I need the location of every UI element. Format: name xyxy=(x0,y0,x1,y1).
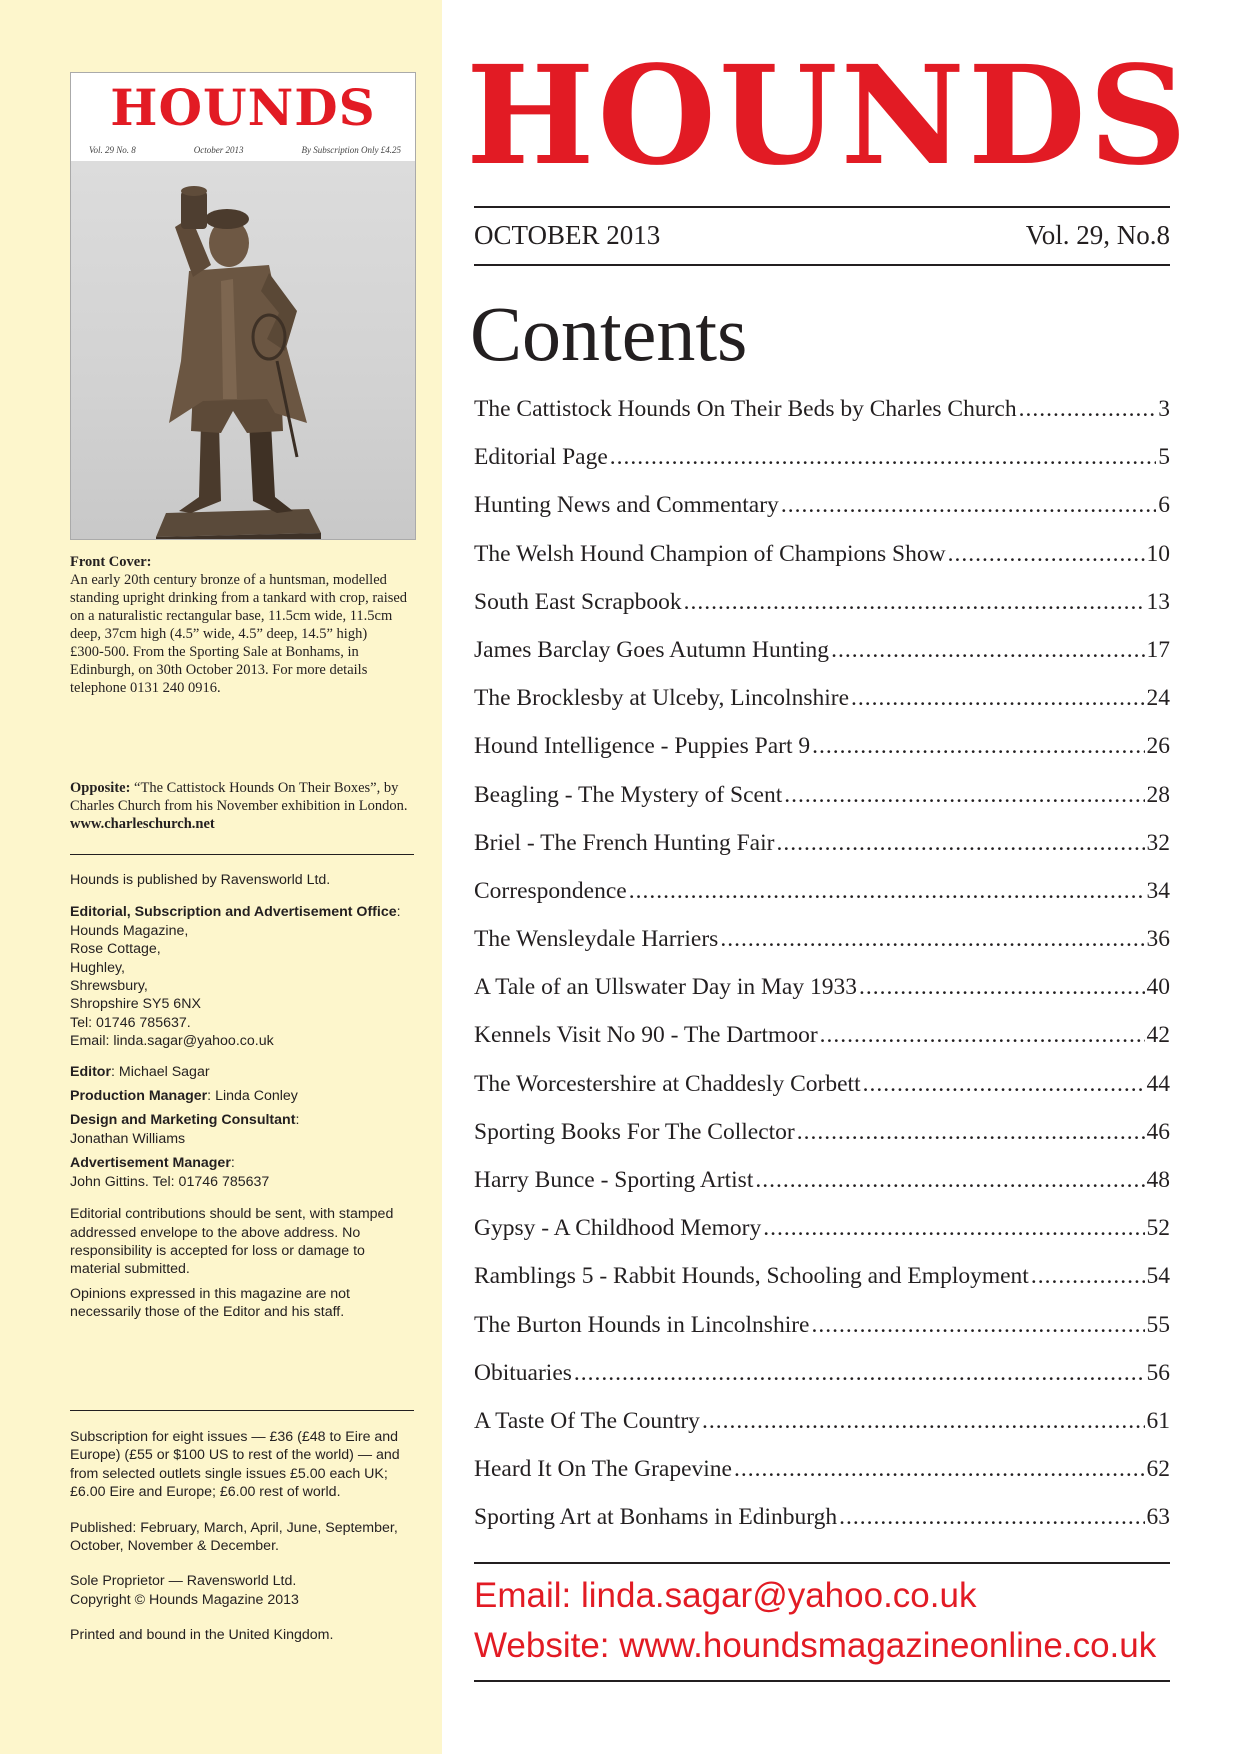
toc-item[interactable] xyxy=(474,1022,1170,1070)
masthead: HOUNDS xyxy=(466,36,1191,196)
design-name: Jonathan Williams xyxy=(70,1130,186,1147)
toc-item-title: The Wensleydale Harriers xyxy=(474,926,719,953)
toc-item-page: 3 xyxy=(1158,396,1170,422)
toc-item-page: 34 xyxy=(1146,877,1170,904)
cover-photo xyxy=(71,161,415,540)
toc-item[interactable] xyxy=(474,444,1170,492)
toc-leader-dots xyxy=(1019,396,1157,423)
toc-item[interactable] xyxy=(474,733,1170,781)
toc-item-title: Ramblings 5 - Rabbit Hounds, Schooling and Employment xyxy=(474,1263,1029,1290)
toc-item-title: The Cattistock Hounds On Their Beds by Charles Church xyxy=(474,396,1017,422)
front-cover-sale: £300-500. From the Sporting Sale at Bonhams, in Edinburgh, on 30th October 2013. For more details telephone 0131 240 0916. xyxy=(70,644,368,696)
contributions-note: Editorial contributions should be sent, with stamped addressed envelope to the above address. No responsibility is accepted for loss or damage to material submitted. xyxy=(70,1206,394,1278)
toc-item-page: 63 xyxy=(1146,1504,1170,1531)
toc-item-page: 36 xyxy=(1146,926,1170,953)
toc-item-title: Correspondence xyxy=(474,877,627,904)
toc-leader-dots xyxy=(839,1504,1144,1531)
toc-item-title: Sporting Books For The Collector xyxy=(474,1118,795,1145)
toc-leader-dots xyxy=(812,733,1144,760)
toc-item[interactable] xyxy=(474,1504,1170,1552)
toc-item[interactable] xyxy=(474,589,1170,637)
toc-item-page: 56 xyxy=(1146,1359,1170,1386)
toc-leader-dots xyxy=(702,1408,1145,1435)
toc-item-page: 55 xyxy=(1146,1311,1170,1338)
toc-item-page: 46 xyxy=(1146,1118,1170,1145)
toc-item-page: 44 xyxy=(1146,1070,1170,1097)
toc-item-page: 48 xyxy=(1146,1167,1170,1193)
toc-item-title: Sporting Art at Bonhams in Edinburgh xyxy=(474,1504,838,1531)
toc-item-page: 26 xyxy=(1146,733,1170,760)
toc-item[interactable] xyxy=(474,926,1170,974)
proprietor-note: Sole Proprietor — Ravensworld Ltd. xyxy=(70,1573,297,1590)
toc-item[interactable] xyxy=(474,878,1170,926)
toc-leader-dots xyxy=(948,541,1145,568)
office-address: Hounds Magazine, Rose Cottage, Hughley, Shrewsbury, Shropshire SY5 6NX Tel: 01746 785637. Email: linda.sagar@yahoo.co.uk xyxy=(70,922,416,1051)
contact-email[interactable]: Email: linda.sagar@yahoo.co.uk xyxy=(474,1576,977,1615)
toc-item-page: 52 xyxy=(1146,1215,1170,1242)
office-heading: Editorial, Subscription and Advertisement Office: xyxy=(70,904,401,921)
toc-item[interactable] xyxy=(474,830,1170,878)
toc-item-title: Gypsy - A Childhood Memory xyxy=(474,1215,762,1242)
subscription-block xyxy=(70,1428,416,1645)
toc-item-page: 13 xyxy=(1146,588,1170,615)
toc-item[interactable] xyxy=(474,974,1170,1022)
toc-item[interactable] xyxy=(474,1263,1170,1311)
opposite-heading: Opposite: xyxy=(70,780,131,796)
issue-date: OCTOBER 2013 xyxy=(474,220,661,250)
ads-line: Advertisement Manager: xyxy=(70,1155,235,1172)
toc-item-title: The Welsh Hound Champion of Champions Show xyxy=(474,540,946,567)
toc-leader-dots xyxy=(863,1071,1145,1098)
toc-item-page: 61 xyxy=(1146,1407,1170,1434)
opposite-text: “The Cattistock Hounds On Their Boxes”, by Charles Church from his November exhibition in London. xyxy=(70,780,408,814)
publisher-line: Hounds is published by Ravensworld Ltd. xyxy=(70,872,331,888)
toc-item[interactable] xyxy=(474,541,1170,589)
toc-item-title: James Barclay Goes Autumn Hunting xyxy=(474,636,830,663)
rule-bottom xyxy=(474,1680,1170,1682)
toc-item-page: 32 xyxy=(1146,829,1170,856)
toc-leader-dots xyxy=(574,1360,1145,1387)
rule-issue xyxy=(474,264,1170,266)
toc-item[interactable] xyxy=(474,782,1170,830)
toc-item[interactable] xyxy=(474,396,1170,444)
sidebar xyxy=(0,0,442,1754)
rule-contact xyxy=(474,1562,1170,1564)
editor-line: Editor: Michael Sagar xyxy=(70,1063,210,1080)
cover-thumbnail-meta xyxy=(89,145,401,155)
toc-item-title: Editorial Page xyxy=(474,444,608,471)
toc-item-title: South East Scrapbook xyxy=(474,588,682,615)
toc-item-title: The Burton Hounds in Lincolnshire xyxy=(474,1311,810,1338)
sidebar-divider xyxy=(70,854,414,855)
printed-note: Printed and bound in the United Kingdom. xyxy=(70,1627,334,1644)
opposite-url[interactable]: www.charleschurch.net xyxy=(70,816,215,832)
toc-item-page: 17 xyxy=(1146,636,1170,663)
toc-item-page: 24 xyxy=(1146,685,1170,712)
toc-item[interactable] xyxy=(474,685,1170,733)
cover-thumbnail xyxy=(70,72,416,540)
toc-item[interactable] xyxy=(474,1215,1170,1263)
toc-item-page: 6 xyxy=(1158,492,1170,519)
design-line: Design and Marketing Consultant: xyxy=(70,1112,300,1129)
cover-thumbnail-subscription: By Subscription Only £4.25 xyxy=(301,145,401,155)
cover-thumbnail-date: October 2013 xyxy=(193,145,244,155)
bronze-huntsman-figure xyxy=(71,161,416,540)
toc-item-title: The Brocklesby at Ulceby, Lincolnshire xyxy=(474,685,850,712)
issue-volume: Vol. 29, No.8 xyxy=(1025,220,1170,250)
toc-item-title: Beagling - The Mystery of Scent xyxy=(474,781,783,808)
ads-name: John Gittins. Tel: 01746 785637 xyxy=(70,1173,270,1190)
front-cover-heading: Front Cover: xyxy=(70,554,152,570)
toc-item-title: A Taste Of The Country xyxy=(474,1407,700,1434)
toc-item-page: 28 xyxy=(1146,781,1170,808)
toc-item-page: 42 xyxy=(1146,1022,1170,1049)
published-note: Published: February, March, April, June, September, October, November & December. xyxy=(70,1519,398,1555)
table-of-contents xyxy=(474,396,1170,1553)
toc-item-title: Harry Bunce - Sporting Artist xyxy=(474,1167,754,1193)
production-line: Production Manager: Linda Conley xyxy=(70,1088,298,1105)
toc-leader-dots xyxy=(784,782,1144,809)
toc-leader-dots xyxy=(734,1456,1145,1483)
contents-title: Contents xyxy=(470,290,748,377)
toc-item-page: 5 xyxy=(1158,444,1170,471)
toc-leader-dots xyxy=(763,1215,1144,1242)
publisher-block xyxy=(70,871,416,1322)
toc-item[interactable] xyxy=(474,1408,1170,1456)
toc-leader-dots xyxy=(797,1119,1145,1146)
toc-leader-dots xyxy=(831,637,1144,664)
opinions-note: Opinions expressed in this magazine are not necessarily those of the Editor and his staff. xyxy=(70,1285,350,1321)
toc-item-title: Briel - The French Hunting Fair xyxy=(474,829,775,856)
toc-item-title: A Tale of an Ullswater Day in May 1933 xyxy=(474,974,857,1001)
toc-leader-dots xyxy=(720,926,1144,953)
toc-leader-dots xyxy=(851,685,1144,712)
sidebar-divider-2 xyxy=(70,1410,414,1411)
toc-leader-dots xyxy=(781,492,1156,519)
contact-website[interactable]: Website: www.houndsmagazineonline.co.uk xyxy=(474,1626,1157,1665)
issue-row xyxy=(474,220,1170,251)
rule-top xyxy=(474,206,1170,208)
toc-leader-dots xyxy=(629,878,1145,905)
cover-thumbnail-title: HOUNDS xyxy=(110,78,376,137)
toc-item-title: Hunting News and Commentary xyxy=(474,492,779,519)
toc-leader-dots xyxy=(1031,1263,1145,1290)
toc-leader-dots xyxy=(811,1312,1144,1339)
toc-leader-dots xyxy=(820,1022,1145,1049)
toc-item[interactable] xyxy=(474,1119,1170,1167)
toc-item[interactable] xyxy=(474,1456,1170,1504)
toc-item-title: Hound Intelligence - Puppies Part 9 xyxy=(474,733,811,760)
toc-item-page: 54 xyxy=(1146,1263,1170,1290)
toc-item-title: Obituaries xyxy=(474,1359,572,1386)
front-cover-description: An early 20th century bronze of a huntsman, modelled standing upright drinking from a tankard with crop, raised on a naturalistic rectangular base, 11.5cm wide, 11.5cm deep, 37cm high (4.5” wide, 4.5” deep, 14.5” high) xyxy=(70,572,408,642)
toc-item[interactable] xyxy=(474,1360,1170,1408)
toc-item-title: Kennels Visit No 90 - The Dartmoor xyxy=(474,1022,818,1049)
toc-leader-dots xyxy=(776,830,1144,857)
toc-leader-dots xyxy=(610,444,1156,471)
office-email[interactable]: Email: linda.sagar@yahoo.co.uk xyxy=(70,1033,274,1050)
toc-item[interactable] xyxy=(474,637,1170,685)
toc-item[interactable] xyxy=(474,492,1170,540)
toc-item[interactable] xyxy=(474,1071,1170,1119)
toc-item-title: The Worcestershire at Chaddesly Corbett xyxy=(474,1070,861,1097)
toc-item[interactable] xyxy=(474,1312,1170,1360)
toc-leader-dots xyxy=(859,974,1145,1001)
subscription-note: Subscription for eight issues — £36 (£48 to Eire and Europe) (£55 or $100 US to rest of the world) — and from selected outlets single issues £5.00 each UK; £6.00 Eire and Europe; £6.00 rest of world. xyxy=(70,1429,400,1501)
toc-item-page: 62 xyxy=(1146,1456,1170,1483)
toc-item-page: 10 xyxy=(1146,540,1170,567)
toc-item-page: 40 xyxy=(1146,974,1170,1001)
cover-thumbnail-vol: Vol. 29 No. 8 xyxy=(89,145,136,155)
opposite-caption xyxy=(70,779,416,833)
toc-item[interactable] xyxy=(474,1167,1170,1215)
toc-leader-dots xyxy=(755,1167,1144,1194)
front-cover-caption xyxy=(70,553,416,697)
toc-item-title: Heard It On The Grapevine xyxy=(474,1456,732,1483)
toc-leader-dots xyxy=(684,589,1145,616)
copyright-note: Copyright © Hounds Magazine 2013 xyxy=(70,1591,299,1608)
